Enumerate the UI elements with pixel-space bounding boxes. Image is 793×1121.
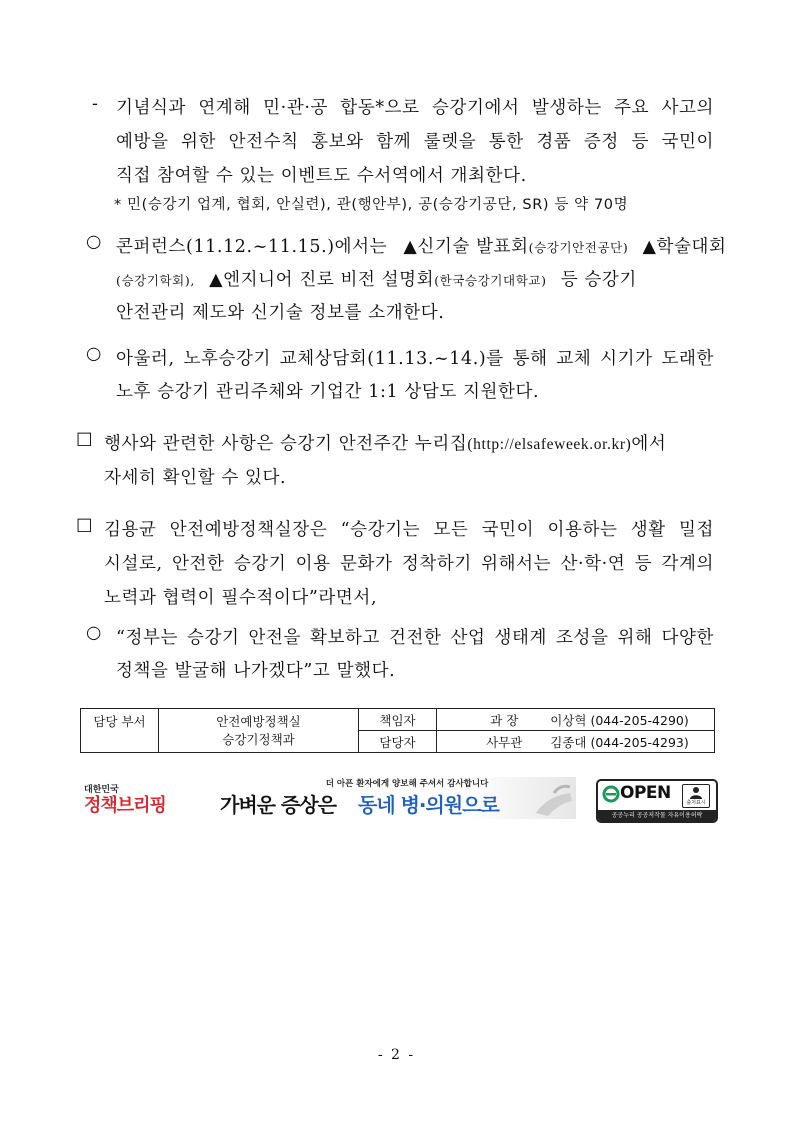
- logo-name: 정책브리핑: [84, 795, 166, 816]
- career-vision-session: ▲엔지니어 진로 비전 설명회: [209, 270, 435, 290]
- conference-line-3: 안전관리 제도와 신기술 정보를 소개한다.: [116, 303, 445, 323]
- campaign-text-a: 가벼운 증상은: [220, 793, 336, 817]
- conference-line-2: [116, 266, 716, 291]
- attribution-label: 출처표시: [686, 800, 706, 806]
- open-license-badge[interactable]: [596, 779, 718, 823]
- square-bullet-icon: □: [76, 429, 94, 449]
- consult-line-2: 노후 승강기 관리주체와 기업간 1:1 상담도 지원한다.: [116, 382, 540, 402]
- academic-conference-host: (승강기학회),: [116, 273, 195, 288]
- logo-country: 대한민국: [84, 785, 119, 795]
- person-cell: [437, 709, 715, 731]
- open-word: OPEN: [620, 783, 671, 803]
- conference-text: 콘퍼런스(11.12.~11.15.)에서는: [116, 237, 388, 257]
- contacts-row: [81, 709, 715, 731]
- campaign-text-b: 동네 병·의원으로: [358, 793, 499, 817]
- circle-bullet-icon: ○: [86, 344, 102, 364]
- dash-marker: -: [92, 94, 99, 114]
- website-url: (http://elsafeweek.or.kr): [467, 436, 632, 453]
- person-cell: [437, 731, 715, 753]
- dept-name-2: 승강기정책과: [222, 732, 295, 747]
- website-line-1: [104, 430, 716, 455]
- policy-briefing-logo[interactable]: [84, 782, 174, 822]
- website-text: 행사와 관련한 사항은 승강기 안전주간 누리집: [104, 434, 468, 454]
- person-phone: (044-205-4290): [590, 712, 689, 728]
- sub-item-line-1: 기념식과 연계해 민·관·공 합동*으로 승강기에서 발생하는 주요 사고의: [116, 98, 714, 118]
- dept-label: 담당 부서: [93, 714, 146, 729]
- website-line-2: 자세히 확인할 수 있다.: [104, 468, 287, 488]
- campaign-banner[interactable]: [216, 777, 576, 819]
- role-cell: [359, 709, 437, 731]
- quote-end-line-1: “정부는 승강기 안전을 확보하고 건전한 산업 생태계 조성을 위해 다양한: [116, 628, 714, 648]
- quote-line-1: 김용균 안전예방정책실장은 “승강기는 모든 국민이 이용하는 생활 밀접: [104, 520, 715, 540]
- circle-bullet-icon: ○: [86, 232, 102, 252]
- page-number: - 2 -: [377, 1047, 416, 1063]
- academic-conference: ▲학술대회: [642, 237, 727, 257]
- tech-presentation-host: (승강기안전공단): [528, 240, 629, 255]
- hand-icon: [534, 783, 574, 817]
- quote-line-2: 시설로, 안전한 승강기 이용 문화가 정착하기 위해서는 산·학·연 등 각계의: [104, 554, 714, 574]
- square-bullet-icon: □: [76, 515, 94, 535]
- role-label: 담당자: [379, 734, 416, 750]
- quote-end-line-2: 정책을 발굴해 나가겠다”고 말했다.: [116, 661, 396, 681]
- sub-item-line-3: 직접 참여할 수 있는 이벤트도 수서역에서 개최한다.: [116, 166, 527, 186]
- career-session-host: (한국승강기대학교): [434, 273, 547, 288]
- circle-bullet-icon: ○: [86, 623, 102, 643]
- dept-label-cell: [81, 709, 159, 753]
- person-title: 사무관: [486, 734, 523, 750]
- role-cell: [359, 731, 437, 753]
- person-name: 이상혁: [550, 712, 587, 728]
- open-caption: 공공누리 공공저작물 자유이용허락: [598, 810, 716, 821]
- consult-line-1: 아울러, 노후승강기 교체상담회(11.13.~14.)를 통해 교체 시기가 도래한: [116, 349, 714, 369]
- sub-item-line-2: 예방을 위한 안전수칙 홍보와 함께 룰렛을 통한 경품 증정 등 국민이: [116, 132, 714, 152]
- person-phone: (044-205-4293): [590, 734, 689, 750]
- footnote: * 민(승강기 업계, 협회, 안실련), 관(행안부), 공(승강기공단, SR) 등 약 70명: [114, 197, 629, 213]
- conference-line-2-tail: 등 승강기: [560, 270, 637, 290]
- person-icon: [689, 786, 703, 799]
- attribution-badge: [682, 784, 710, 808]
- website-text-tail: 에서: [631, 434, 667, 454]
- person-name: 김종대: [550, 734, 587, 750]
- open-logo-icon: [602, 785, 620, 803]
- campaign-subtitle: 더 아픈 환자에게 양보해 주셔서 감사합니다: [325, 779, 489, 789]
- dept-name-1: 안전예방정책실: [216, 714, 301, 729]
- conference-line-1: [116, 233, 727, 258]
- tech-presentation: ▲신기술 발표회: [403, 237, 529, 257]
- quote-line-3: 노력과 협력이 필수적이다”라면서,: [104, 588, 378, 608]
- role-label: 책임자: [379, 712, 416, 728]
- person-title: 과 장: [490, 712, 519, 728]
- dept-cell: [159, 709, 359, 753]
- contacts-table: [80, 708, 715, 753]
